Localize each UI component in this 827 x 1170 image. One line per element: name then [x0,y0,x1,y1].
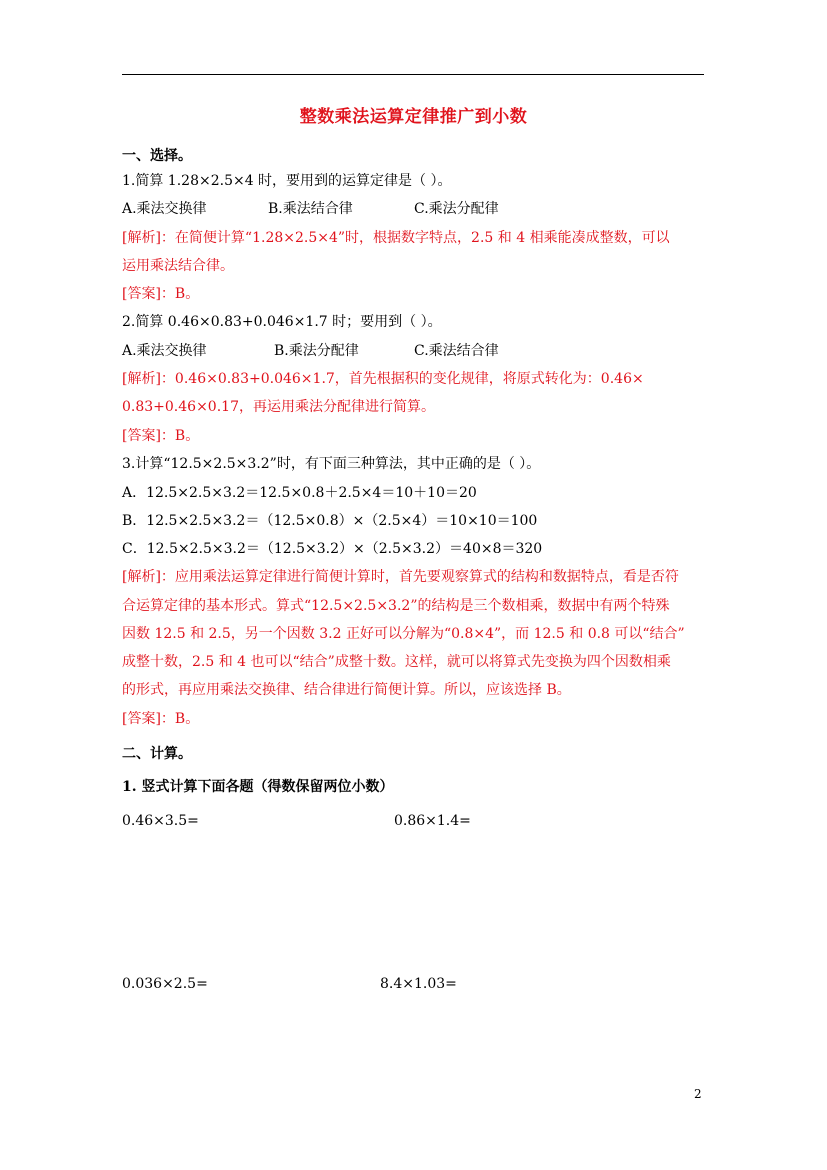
question-1-answer: [答案]：B。 [122,286,200,302]
question-2-analysis-line-1: [解析]：0.46×0.83+0.046×1.7，首先根据积的变化规律，将原式转化为：0.46× [122,371,644,387]
section-heading-choice: 一、选择。 [122,148,192,164]
question-1-option-c: C.乘法分配律 [414,201,499,217]
question-1-options [122,199,499,219]
question-2-stem: 2.简算 0.46×0.83+0.046×1.7 时；要用到（ ）。 [122,314,442,330]
calc-problem-2: 0.86×1.4= [394,813,471,829]
question-1-analysis-line-2: 运用乘法结合律。 [122,258,234,274]
question-1-option-b: B.乘法结合律 [268,201,353,217]
calc-problem-4: 8.4×1.03= [380,976,457,992]
question-2-options [122,341,499,361]
question-3-analysis-line-4: 成整十数，2.5 和 4 也可以“结合”成整十数。这样，就可以将算式先变换为四个因数相乘 [122,654,671,670]
question-3-stem: 3.计算“12.5×2.5×3.2”时，有下面三种算法，其中正确的是（ ）。 [122,456,541,472]
question-3-option-b: B．12.5×2.5×3.2＝（12.5×0.8）×（2.5×4）＝10×10＝100 [122,513,538,529]
question-1-analysis-line-1: [解析]：在简便计算“1.28×2.5×4”时，根据数字特点，2.5 和 4 相乘能凑成整数，可以 [122,230,670,246]
question-2-analysis-line-2: 0.83+0.46×0.17，再运用乘法分配律进行简算。 [122,399,435,415]
section-heading-calc: 二、计算。 [122,746,192,762]
question-3-analysis-line-3: 因数 12.5 和 2.5，另一个因数 3.2 正好可以分解为“0.8×4”，而 12.5 和 0.8 可以“结合” [122,626,685,642]
question-3-analysis-line-5: 的形式，再应用乘法交换律、结合律进行简便计算。所以，应该选择 B。 [122,682,571,698]
question-2-option-c: C.乘法结合律 [414,343,499,359]
document-title: 整数乘法运算定律推广到小数 [299,107,528,127]
calc-problem-3: 0.036×2.5= [122,976,208,992]
question-1-stem: 1.简算 1.28×2.5×4 时，要用到的运算定律是（ ）。 [122,173,452,189]
question-1-option-a: A.乘法交换律 [122,201,207,217]
question-3-option-c: C．12.5×2.5×3.2＝（12.5×3.2）×（2.5×3.2）＝40×8＝320 [122,541,543,557]
question-2-option-b: B.乘法分配律 [274,343,359,359]
question-2-answer: [答案]：B。 [122,428,200,444]
calc-instruction: 1. 竖式计算下面各题（得数保留两位小数） [122,779,394,795]
question-3-analysis-line-2: 合运算定律的基本形式。算式“12.5×2.5×3.2”的结构是三个数相乘，数据中有两个特殊 [122,598,670,614]
calc-problem-1: 0.46×3.5= [122,813,199,829]
question-3-analysis-line-1: [解析]：应用乘法运算定律进行简便计算时，首先要观察算式的结构和数据特点，看是否符 [122,569,679,585]
question-3-option-a: A．12.5×2.5×3.2＝12.5×0.8＋2.5×4＝10＋10＝20 [122,485,477,501]
header-rule [122,74,704,75]
question-2-option-a: A.乘法交换律 [122,343,207,359]
question-3-answer: [答案]：B。 [122,711,200,727]
page-number: 2 [694,1087,702,1101]
